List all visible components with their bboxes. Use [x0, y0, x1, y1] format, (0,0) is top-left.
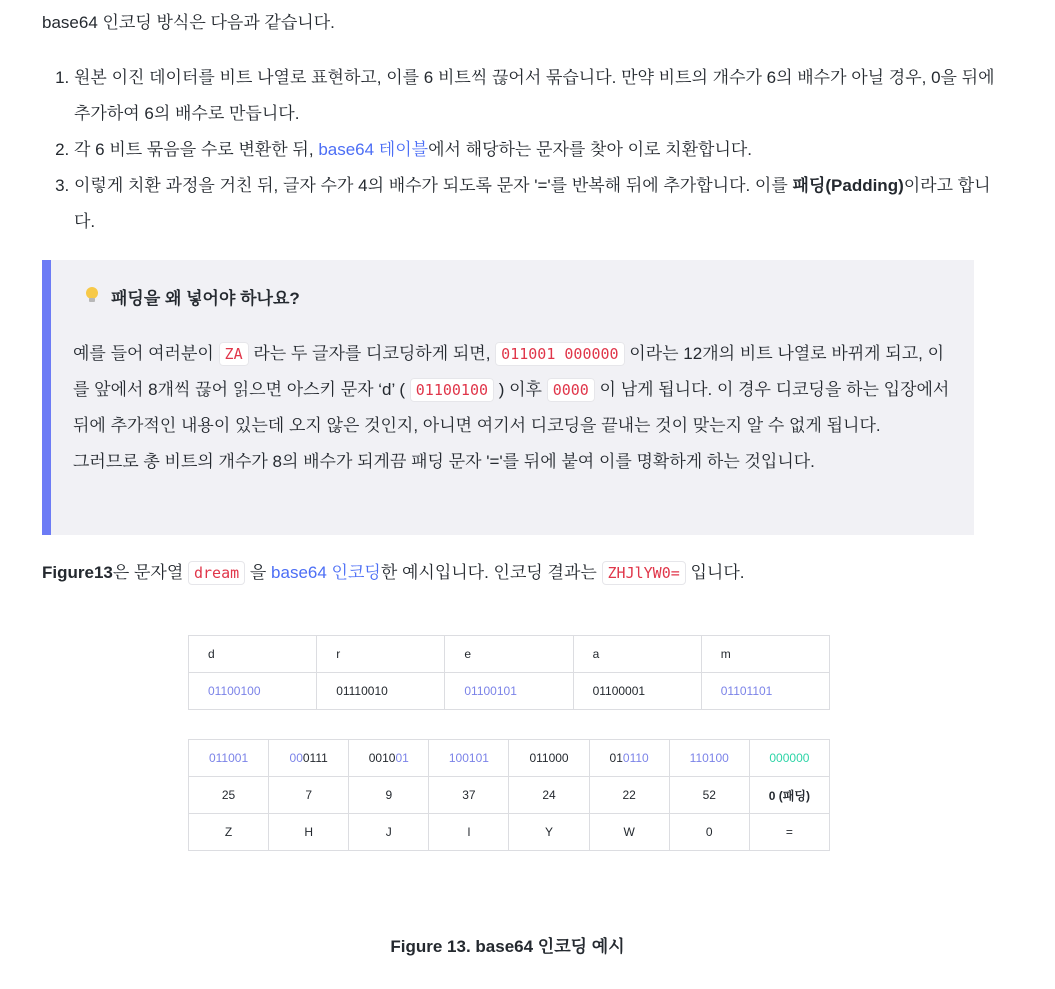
- step-1: [74, 60, 1009, 132]
- bits-part: 100101: [448, 751, 489, 765]
- encoding-link[interactable]: 인코딩: [331, 563, 381, 582]
- table-cell: e: [445, 636, 573, 673]
- step-2-text-b: 에서 해당하는 문자를 찾아 이로 치환합니다.: [428, 140, 753, 159]
- steps-list: [42, 60, 1009, 240]
- intro-text: base64 인코딩 방식은 다음과 같습니다.: [42, 13, 335, 32]
- bits-part: 011000: [529, 751, 569, 765]
- table-row-bits: [189, 673, 830, 710]
- code-d-bits: 01100100: [410, 378, 494, 402]
- table-cell: J: [349, 814, 429, 851]
- table-cell: 0 (패딩): [749, 777, 829, 814]
- table-cell: 25: [189, 777, 269, 814]
- code-za: ZA: [219, 342, 249, 366]
- lightbulb-svg: [85, 286, 99, 304]
- step-3-text-b: 이라고 합니다.: [74, 176, 991, 231]
- table-cell: 01100101: [445, 673, 573, 710]
- table-cell: 52: [669, 777, 749, 814]
- code-result: ZHJlYW0=: [602, 561, 686, 585]
- table-cell: [509, 740, 589, 777]
- table-cell: Z: [189, 814, 269, 851]
- base64-table-link[interactable]: base64 테이블: [318, 140, 429, 159]
- table-cell: [349, 740, 429, 777]
- figline-text-d: 입니다.: [685, 563, 745, 582]
- bits-part: 00: [289, 751, 303, 765]
- table-cell: [189, 740, 269, 777]
- code-remaining-bits: 0000: [547, 378, 595, 402]
- table-cell: 01100001: [573, 673, 701, 710]
- bits-part: 0010: [368, 751, 396, 765]
- sixbit-groups-table: [188, 739, 830, 851]
- lightbulb-icon: [85, 286, 101, 312]
- callout-text-2: 라는 두 글자를 디코딩하게 되면,: [248, 344, 496, 363]
- table-cell: Y: [509, 814, 589, 851]
- step-1-text: 원본 이진 데이터를 비트 나열로 표현하고, 이를 6 비트씩 끊어서 묶습니다. 만약 비트의 개수가 6의 배수가 아닐 경우, 0을 뒤에 추가하여 6의 배수로 만듭니다.: [74, 68, 995, 123]
- callout-text-3: 이라는 12개의 비트 나열로 바뀌게 되고, 이를 앞에서 8개씩 끊어 읽으면 아스키 문자 ‘d’ (: [73, 344, 945, 399]
- bits-part: 000000: [769, 751, 810, 765]
- table-cell: 37: [429, 777, 509, 814]
- figure-ref: Figure13: [42, 563, 113, 582]
- table-cell: r: [317, 636, 445, 673]
- table-cell: [669, 740, 749, 777]
- bits-part: 0111: [302, 751, 328, 765]
- step-3-text-a: 이렇게 치환 과정을 거친 뒤, 글자 수가 4의 배수가 되도록 문자 '='를 반복해 뒤에 추가합니다. 이를: [74, 176, 793, 195]
- padding-callout: [42, 260, 974, 535]
- table-cell: 22: [589, 777, 669, 814]
- callout-text-4: ) 이후: [494, 380, 547, 399]
- step-2: [74, 132, 1009, 168]
- table-cell: 24: [509, 777, 589, 814]
- bits-part: 011001: [208, 751, 249, 765]
- code-dream: dream: [188, 561, 245, 585]
- base64-link[interactable]: base64: [271, 563, 327, 582]
- callout-text-6: 그러므로 총 비트의 개수가 8의 배수가 되게끔 패딩 문자 '='를 뒤에 붙여 이를 명확하게 하는 것입니다.: [73, 452, 815, 471]
- table-cell: d: [189, 636, 317, 673]
- figline-text-a: 은 문자열: [112, 563, 188, 582]
- table-cell: m: [701, 636, 829, 673]
- figline-text-b: 을: [245, 563, 272, 582]
- table-row-chars: [189, 814, 830, 851]
- figure-description: [42, 558, 744, 588]
- table-cell: [749, 740, 829, 777]
- table-cell: 7: [269, 777, 349, 814]
- figline-text-c: 한 예시입니다. 인코딩 결과는: [380, 563, 602, 582]
- table-cell: a: [573, 636, 701, 673]
- table-cell: H: [269, 814, 349, 851]
- table-cell: 01110010: [317, 673, 445, 710]
- figure-caption: Figure 13. base64 인코딩 예시: [390, 937, 625, 956]
- callout-title-text: 패딩을 왜 넣어야 하나요?: [111, 289, 300, 308]
- table-cell: 0: [669, 814, 749, 851]
- bits-part: 01: [609, 751, 623, 765]
- callout-text-1: 예를 들어 여러분이: [73, 344, 219, 363]
- table-cell: [589, 740, 669, 777]
- table-cell: [269, 740, 349, 777]
- table-cell: 01101101: [701, 673, 829, 710]
- step-3: [74, 168, 1009, 240]
- table-cell: 9: [349, 777, 429, 814]
- code-12bits: 011001 000000: [495, 342, 624, 366]
- callout-body: [73, 336, 953, 480]
- bits-part: 110100: [689, 751, 729, 765]
- char-bits-table: [188, 635, 830, 710]
- bits-part: 01: [395, 751, 409, 765]
- callout-text-5: 이 남게 됩니다. 이 경우 디코딩을 하는 입장에서 뒤에 추가적인 내용이 있는데 오지 않은 것인지, 아니면 여기서 디코딩을 끝내는 것이 맞는지 알 수 없게 됩니다.: [73, 380, 950, 435]
- table-row-chars: [189, 636, 830, 673]
- table-cell: l: [429, 814, 509, 851]
- table-cell: W: [589, 814, 669, 851]
- callout-title: [85, 286, 300, 312]
- table-row-values: [189, 777, 830, 814]
- padding-term: 패딩(Padding): [792, 176, 904, 195]
- table-cell: =: [749, 814, 829, 851]
- table-row-groups: [189, 740, 830, 777]
- bits-part: 0110: [622, 751, 649, 765]
- table-cell: 01100100: [189, 673, 317, 710]
- table-cell: [429, 740, 509, 777]
- step-2-text-a: 각 6 비트 묶음을 수로 변환한 뒤,: [74, 140, 319, 159]
